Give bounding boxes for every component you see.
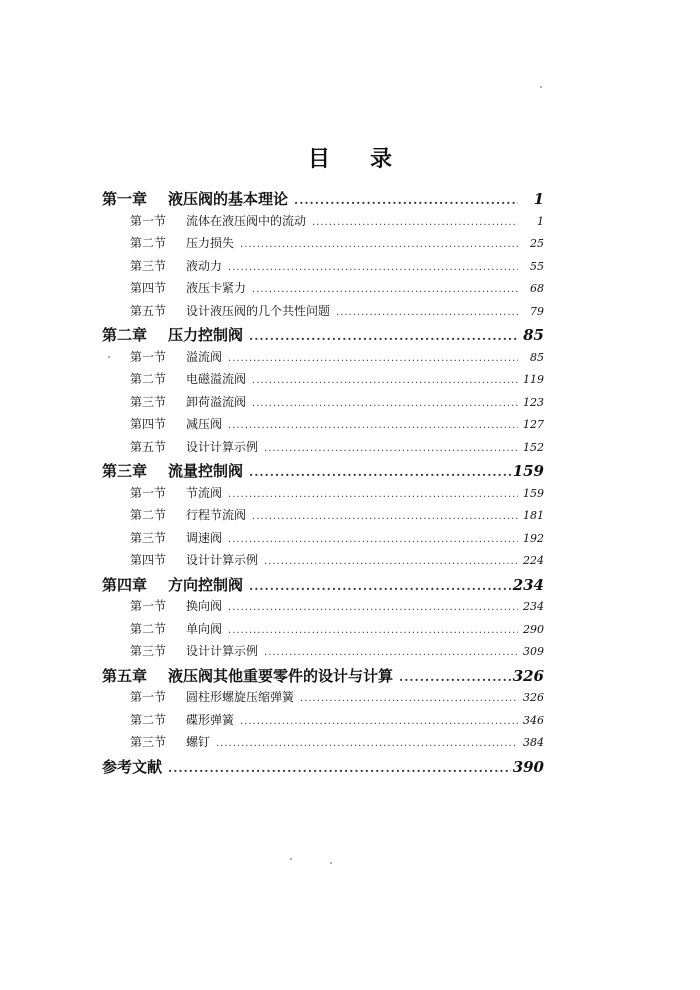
section-entry[interactable] (130, 393, 544, 410)
section-number: 第三节 (130, 530, 167, 545)
section-title: 电磁溢流阀 (186, 372, 247, 386)
section-entry[interactable] (130, 279, 544, 296)
section-title: 调速阀 (186, 530, 223, 545)
page-number: 384 (523, 736, 544, 749)
dot-leader (252, 511, 518, 522)
chapter-number: 第三章 (102, 462, 148, 480)
page-number: 85 (530, 350, 544, 364)
chapter-entry[interactable] (102, 665, 544, 686)
section-title: 卸荷溢流阀 (186, 394, 247, 409)
page-number: 224 (523, 554, 544, 567)
section-entry[interactable] (130, 370, 544, 387)
section-entry[interactable] (130, 551, 544, 568)
section-number: 第三节 (130, 394, 167, 409)
section-entry[interactable] (130, 642, 544, 659)
section-entry[interactable] (130, 212, 544, 229)
page-number: 181 (523, 509, 544, 522)
page-number: 390 (512, 757, 544, 776)
dot-leader (294, 193, 518, 207)
dot-leader (300, 693, 518, 704)
dot-leader (216, 738, 518, 749)
section-number: 第一节 (130, 349, 167, 364)
section-title: 设计液压阀的几个共性问题 (186, 303, 331, 318)
dot-leader (240, 239, 518, 250)
page-number: 1 (533, 190, 544, 208)
section-number: 第二节 (130, 236, 167, 250)
dot-leader (249, 329, 518, 343)
section-title: 圆柱形螺旋压缩弹簧 (186, 690, 295, 704)
section-entry[interactable] (130, 529, 544, 546)
page-number: 119 (523, 373, 544, 386)
toc-title (0, 142, 700, 173)
section-number: 第三节 (130, 735, 167, 749)
section-number: 第五节 (130, 303, 167, 318)
chapter-number: 第四章 (102, 575, 148, 594)
chapter-entry[interactable] (102, 188, 544, 209)
section-entry[interactable] (130, 506, 544, 523)
section-number: 第三节 (130, 258, 167, 273)
dot-leader (249, 465, 511, 479)
section-number: 第一节 (130, 690, 167, 704)
section-entry[interactable] (130, 688, 544, 705)
section-number: 第二节 (130, 621, 167, 636)
section-entry[interactable] (130, 257, 544, 274)
section-number: 第一节 (130, 599, 167, 613)
toc-title-char-2: 录 (370, 147, 393, 172)
dot-leader (252, 375, 518, 386)
section-title: 压力损失 (186, 236, 235, 250)
dot-leader (228, 420, 518, 431)
dot-leader (228, 262, 518, 273)
dot-leader (228, 602, 518, 613)
dot-leader (264, 443, 518, 454)
section-entry[interactable] (130, 484, 544, 501)
section-number: 第四节 (130, 553, 167, 567)
page-number: 234 (512, 575, 544, 594)
page-number: 79 (530, 304, 544, 318)
page-number: 326 (512, 666, 544, 685)
section-title: 溢流阀 (186, 349, 223, 364)
section-number: 第一节 (130, 485, 167, 500)
section-title: 设计计算示例 (186, 439, 259, 454)
section-entry[interactable] (130, 302, 544, 319)
dot-leader (228, 534, 518, 545)
chapter-entry[interactable] (102, 324, 544, 345)
chapter-title: 方向控制阀 (168, 575, 244, 594)
section-entry[interactable] (130, 415, 544, 432)
page-number: 159 (523, 486, 544, 500)
section-title: 液压卡紧力 (186, 281, 247, 295)
section-number: 第四节 (130, 281, 167, 295)
chapter-number: 第二章 (102, 326, 148, 344)
section-title: 行程节流阀 (186, 508, 247, 522)
chapter-number: 第五章 (102, 666, 148, 685)
section-title: 减压阀 (186, 417, 223, 431)
section-entry[interactable] (130, 733, 544, 750)
page-number: 234 (523, 600, 544, 613)
dot-leader (312, 217, 518, 228)
dot-leader (168, 761, 511, 775)
page-number: 127 (523, 418, 544, 431)
page-number: 192 (523, 531, 544, 545)
section-entry[interactable] (130, 620, 544, 637)
page-number: 159 (512, 462, 544, 480)
section-title: 单向阀 (186, 621, 223, 636)
dot-leader (240, 716, 518, 727)
chapter-entry[interactable] (102, 574, 544, 595)
dot-leader (252, 284, 518, 295)
section-title: 液动力 (186, 258, 223, 273)
biblio-title: 参考文献 (102, 757, 163, 776)
section-title: 设计计算示例 (186, 553, 259, 567)
dot-leader (264, 556, 518, 567)
dot-leader (249, 579, 511, 593)
dot-leader (228, 489, 518, 500)
section-number: 第二节 (130, 372, 167, 386)
page-number: 1 (537, 214, 544, 228)
chapter-title: 压力控制阀 (168, 326, 244, 344)
dot-leader (228, 353, 518, 364)
page-number: 25 (530, 237, 544, 250)
section-number: 第一节 (130, 213, 167, 228)
chapter-title: 流量控制阀 (168, 462, 244, 480)
page-number: 346 (523, 713, 544, 727)
section-title: 流体在液压阀中的流动 (186, 213, 307, 228)
section-number: 第四节 (130, 417, 167, 431)
section-number: 第三节 (130, 644, 167, 658)
page-number: 85 (523, 326, 544, 344)
section-title: 节流阀 (186, 485, 223, 500)
page-number: 326 (523, 691, 544, 704)
page-number: 123 (523, 395, 544, 409)
dot-leader (264, 647, 518, 658)
toc-title-char-1: 目 (307, 147, 330, 172)
chapter-title: 液压阀的基本理论 (168, 190, 289, 208)
page-number: 55 (530, 259, 544, 273)
section-title: 设计计算示例 (186, 644, 259, 658)
dot-leader (336, 307, 518, 318)
page-number: 290 (523, 622, 544, 636)
dot-leader (252, 398, 518, 409)
section-entry[interactable] (130, 348, 544, 365)
section-number: 第二节 (130, 712, 167, 727)
section-title: 螺钉 (186, 735, 211, 749)
chapter-title: 液压阀其他重要零件的设计与计算 (168, 666, 394, 685)
section-number: 第二节 (130, 508, 167, 522)
section-title: 碟形弹簧 (186, 712, 235, 727)
bibliography-entry[interactable] (102, 756, 544, 777)
section-entry[interactable] (130, 234, 544, 251)
section-entry[interactable] (130, 597, 544, 614)
page-number: 68 (530, 282, 544, 295)
chapter-entry[interactable] (102, 460, 544, 481)
dot-leader (399, 670, 511, 684)
section-number: 第五节 (130, 439, 167, 454)
section-entry[interactable] (130, 438, 544, 455)
section-title: 换向阀 (186, 599, 223, 613)
chapter-number: 第一章 (102, 190, 148, 208)
page-number: 152 (523, 440, 544, 454)
page-number: 309 (523, 645, 544, 658)
dot-leader (228, 625, 518, 636)
section-entry[interactable] (130, 711, 544, 728)
